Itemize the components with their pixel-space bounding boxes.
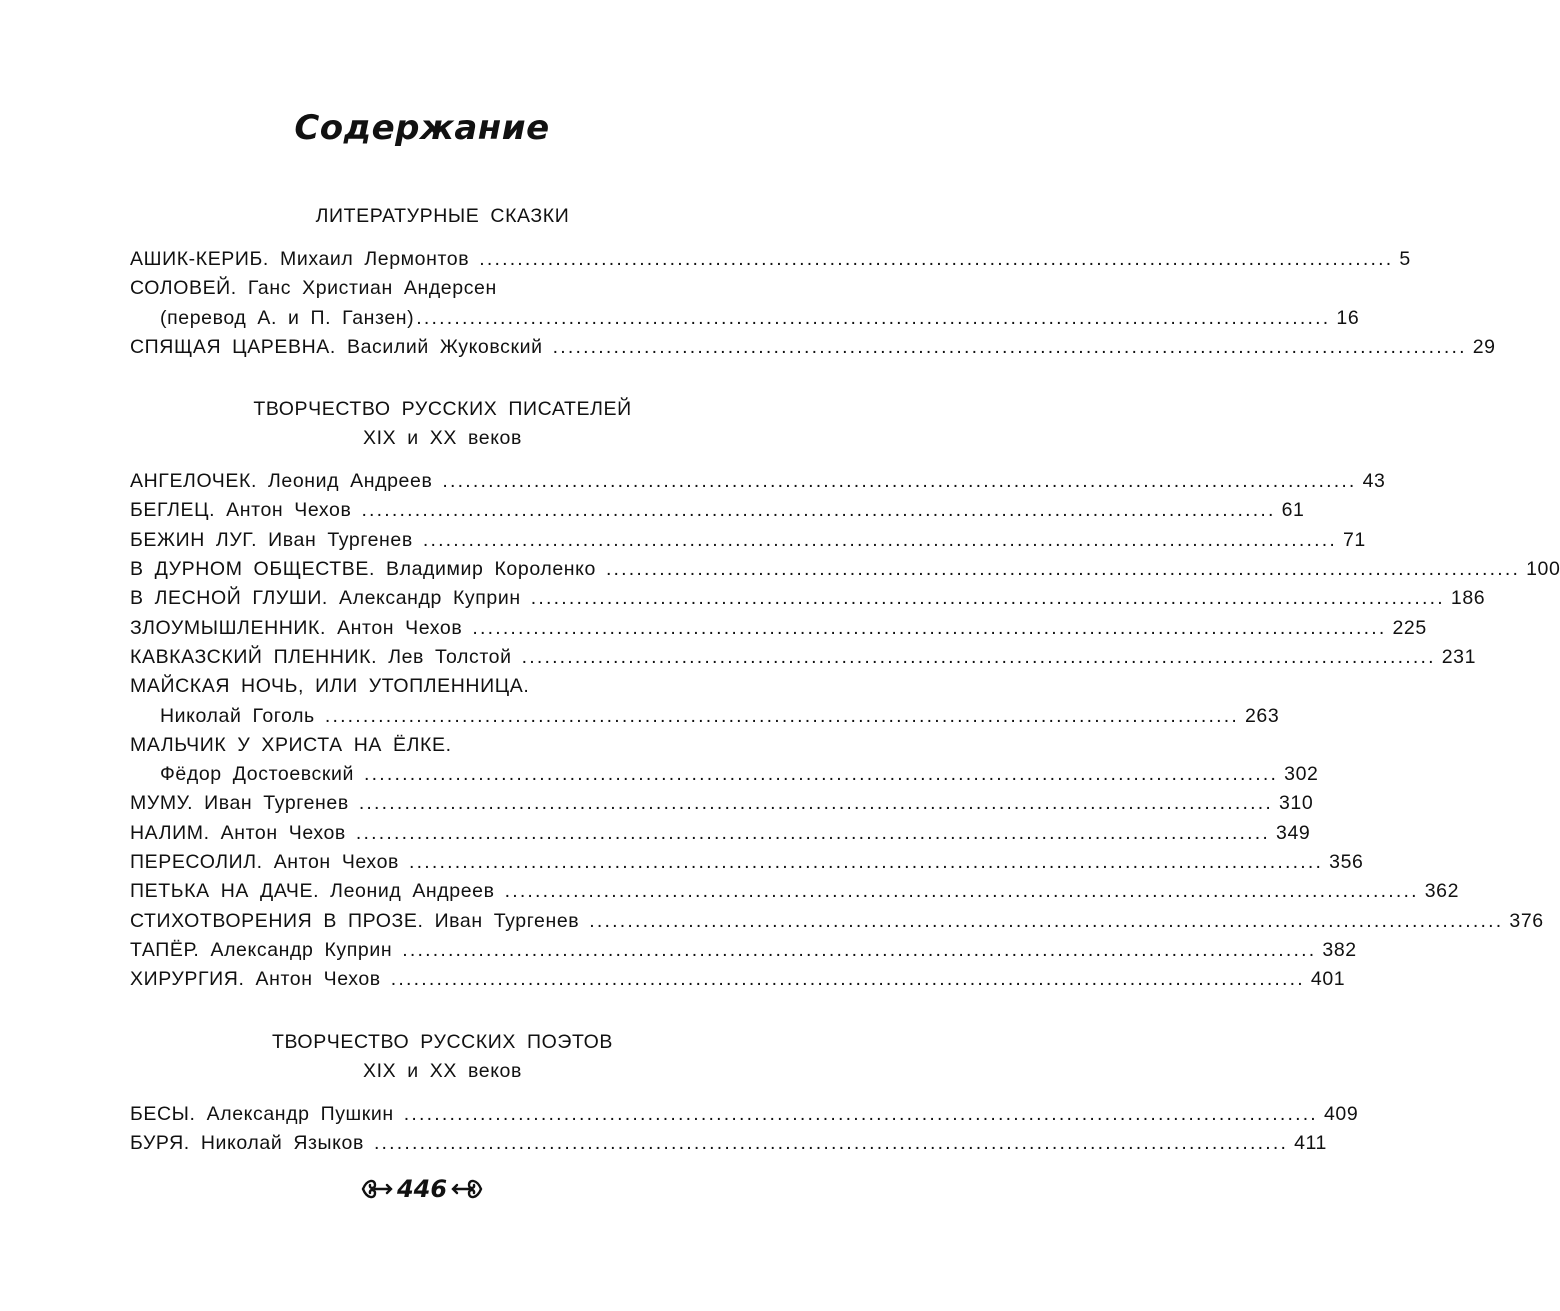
entry-title: БЕГЛЕЦ. (130, 499, 216, 522)
entry-page: 71 (1342, 528, 1366, 551)
dot-leader: ........................................................................................................................ (530, 587, 1445, 610)
entry-title: КАВКАЗСКИЙ ПЛЕННИК. (130, 645, 378, 668)
dot-leader: ........................................................................................................................ (504, 880, 1419, 903)
entry-page: 231 (1441, 645, 1477, 668)
entry-author: Александр Куприн (210, 938, 393, 961)
section-heading-text: ТВОРЧЕСТВО РУССКИХ ПОЭТОВ (271, 1030, 614, 1053)
entry-title: МАЙСКАЯ НОЧЬ, ИЛИ УТОПЛЕННИЦА. (130, 675, 530, 698)
entry-page: 401 (1310, 968, 1346, 991)
entry-title: В ЛЕСНОЙ ГЛУШИ. (130, 587, 328, 610)
entry-title: АШИК-КЕРИБ. (130, 248, 269, 270)
page-number (0, 1175, 844, 1203)
toc-entry[interactable] (130, 526, 1366, 555)
entry-text (130, 672, 529, 701)
toc-entry-continuation[interactable] (130, 702, 1280, 731)
toc-entry[interactable] (130, 789, 1314, 818)
entry-title: МУМУ. (130, 792, 194, 815)
dot-leader: ........................................................................................................................ (361, 499, 1276, 522)
entry-title: БУРЯ. (130, 1131, 190, 1154)
entry-text (130, 907, 579, 936)
entry-author: Николай Языков (200, 1131, 364, 1154)
entry-page: 29 (1472, 335, 1496, 358)
toc-entry-continuation[interactable] (130, 760, 1319, 789)
table-of-contents (130, 202, 1560, 1158)
entry-author: Александр Пушкин (206, 1102, 394, 1125)
entry-text (130, 643, 512, 672)
entry-text (130, 789, 349, 818)
toc-entry[interactable] (130, 819, 1311, 848)
entry-page: 356 (1329, 851, 1364, 874)
dot-leader: ........................................................................................................................ (364, 763, 1279, 786)
entry-page: 349 (1276, 821, 1311, 844)
entry-author: (перевод А. и П. Ганзен) (160, 306, 415, 329)
entry-author: Ганс Христиан Андерсен (247, 277, 497, 300)
dot-leader: ........................................................................................................................ (324, 704, 1239, 727)
toc-entry[interactable] (130, 584, 1486, 613)
toc-entry[interactable] (130, 643, 1477, 672)
entry-page: 43 (1362, 470, 1386, 493)
entry-text (130, 496, 351, 525)
dot-leader: ........................................................................................................................ (442, 470, 1357, 493)
entry-title: СТИХОТВОРЕНИЯ В ПРОЗЕ. (130, 909, 424, 932)
entry-page: 376 (1509, 909, 1544, 932)
entry-author: Владимир Короленко (386, 558, 596, 581)
dot-leader: ........................................................................................................................ (402, 938, 1317, 961)
entry-author: Иван Тургенев (434, 909, 580, 932)
entry-text (130, 1129, 364, 1158)
dot-leader: ........................................................................................................................ (408, 851, 1324, 874)
entry-text (130, 584, 521, 613)
toc-entry[interactable] (130, 614, 1427, 643)
entry-author: Лев Толстой (388, 645, 512, 668)
toc-entry[interactable] (130, 467, 1386, 496)
toc-entry[interactable] (130, 274, 755, 303)
entry-author: Леонид Андреев (268, 470, 433, 493)
entry-author: Иван Тургенев (204, 792, 349, 815)
entry-page: 409 (1323, 1102, 1359, 1125)
dot-leader: ........................................................................................................................ (390, 968, 1305, 991)
dot-leader: ........................................................................................................................ (589, 909, 1504, 932)
page-number-text: 446 (396, 1175, 448, 1203)
entry-page: 362 (1424, 880, 1460, 903)
entry-title: БЕСЫ. (130, 1102, 196, 1125)
entry-author: Фёдор Достоевский (160, 763, 354, 786)
entry-page: 61 (1281, 499, 1305, 522)
entry-text (130, 731, 452, 760)
dot-leader: ........................................................................................................................ (422, 528, 1337, 551)
entry-page: 16 (1336, 306, 1360, 329)
entry-author: Леонид Андреев (330, 880, 495, 903)
entry-text (130, 877, 495, 906)
toc-entry[interactable] (130, 1100, 1359, 1129)
entry-page: 382 (1322, 938, 1357, 961)
dot-leader: ........................................................................................................................ (355, 821, 1271, 844)
entry-text (130, 936, 392, 965)
page-title: Содержание (294, 108, 550, 148)
entry-page: 5 (1399, 248, 1411, 270)
toc-entry[interactable] (130, 1129, 1327, 1158)
entry-text (130, 526, 413, 555)
entry-page: 310 (1278, 792, 1314, 815)
entry-text (130, 467, 432, 496)
toc-entry[interactable] (130, 672, 755, 701)
entry-text (130, 274, 497, 303)
entry-text (130, 333, 543, 362)
dot-leader: ........................................................................................................................ (373, 1131, 1289, 1154)
section-heading (130, 1028, 755, 1086)
entry-author: Антон Чехов (220, 821, 346, 844)
toc-entry[interactable] (130, 333, 1496, 362)
entry-author: Антон Чехов (337, 616, 463, 639)
entry-title: СОЛОВЕЙ. (130, 277, 237, 300)
entry-text (130, 965, 381, 994)
entry-title: ХИРУРГИЯ. (130, 968, 245, 991)
section-subheading: XIX и XX веков (363, 1059, 522, 1082)
entry-text (160, 304, 414, 333)
entry-title: В ДУРНОМ ОБЩЕСТВЕ. (130, 558, 375, 581)
entry-page: 225 (1392, 616, 1427, 639)
dot-leader: ........................................................................................................................ (552, 335, 1467, 358)
toc-entry[interactable] (130, 936, 1357, 965)
entry-text (130, 614, 462, 643)
entry-title: ПЕТЬКА НА ДАЧЕ. (130, 880, 320, 903)
entry-author: Василий Жуковский (346, 335, 543, 358)
entry-text (130, 245, 469, 274)
dot-leader: ........................................................................................................................ (479, 248, 1394, 270)
entry-title: БЕЖИН ЛУГ. (130, 528, 258, 551)
entry-title: ТАПЁР. (130, 938, 200, 961)
entry-page: 411 (1294, 1131, 1327, 1154)
entry-title: ЗЛОУМЫШЛЕННИК. (130, 616, 327, 639)
section-heading-text: ТВОРЧЕСТВО РУССКИХ ПИСАТЕЛЕЙ (253, 398, 632, 421)
entry-author: Александр Куприн (338, 587, 521, 610)
section-subheading: XIX и XX веков (363, 427, 522, 450)
entry-author: Антон Чехов (255, 968, 381, 991)
section-heading (130, 395, 755, 453)
entry-text (160, 702, 315, 731)
entry-text (130, 848, 399, 877)
entry-page: 302 (1284, 763, 1319, 786)
entry-text (130, 1100, 394, 1129)
entry-author: Иван Тургенев (268, 528, 413, 551)
entry-text (130, 555, 596, 584)
toc-entry[interactable] (130, 907, 1544, 936)
toc-entry-continuation[interactable] (130, 304, 1360, 333)
left-ornament-icon (361, 1177, 393, 1201)
toc-entry[interactable] (130, 965, 1346, 994)
entry-author: Антон Чехов (273, 851, 399, 874)
entry-title: ПЕРЕСОЛИЛ. (130, 851, 263, 874)
entry-title: МАЛЬЧИК У ХРИСТА НА ЁЛКЕ. (130, 733, 452, 756)
dot-leader: ........................................................................................................................ (358, 792, 1273, 815)
toc-entry[interactable] (130, 555, 1560, 584)
entry-title: СПЯЩАЯ ЦАРЕВНА. (130, 335, 336, 358)
dot-leader: ........................................................................................................................ (605, 558, 1521, 581)
toc-entry[interactable] (130, 731, 755, 760)
dot-leader: ........................................................................................................................ (521, 645, 1436, 668)
entry-text (130, 819, 346, 848)
right-ornament-icon (451, 1177, 483, 1201)
toc-entry[interactable] (130, 245, 1411, 274)
entry-page: 186 (1450, 587, 1486, 610)
dot-leader: ........................................................................................................................ (472, 616, 1387, 639)
section-heading (130, 202, 755, 231)
entry-author: Антон Чехов (226, 499, 352, 522)
toc-entry[interactable] (130, 496, 1305, 525)
dot-leader: ........................................................................................................................ (416, 306, 1331, 329)
toc-entry[interactable] (130, 848, 1364, 877)
dot-leader: ........................................................................................................................ (403, 1102, 1318, 1125)
entry-text (160, 760, 354, 789)
section-heading-text: ЛИТЕРАТУРНЫЕ СКАЗКИ (315, 205, 570, 227)
entry-page: 100 (1526, 558, 1560, 581)
entry-title: АНГЕЛОЧЕК. (130, 470, 257, 493)
entry-author: Михаил Лермонтов (279, 248, 470, 270)
entry-page: 263 (1244, 704, 1280, 727)
entry-author: Николай Гоголь (160, 704, 315, 727)
entry-title: НАЛИМ. (130, 821, 210, 844)
toc-entry[interactable] (130, 877, 1460, 906)
